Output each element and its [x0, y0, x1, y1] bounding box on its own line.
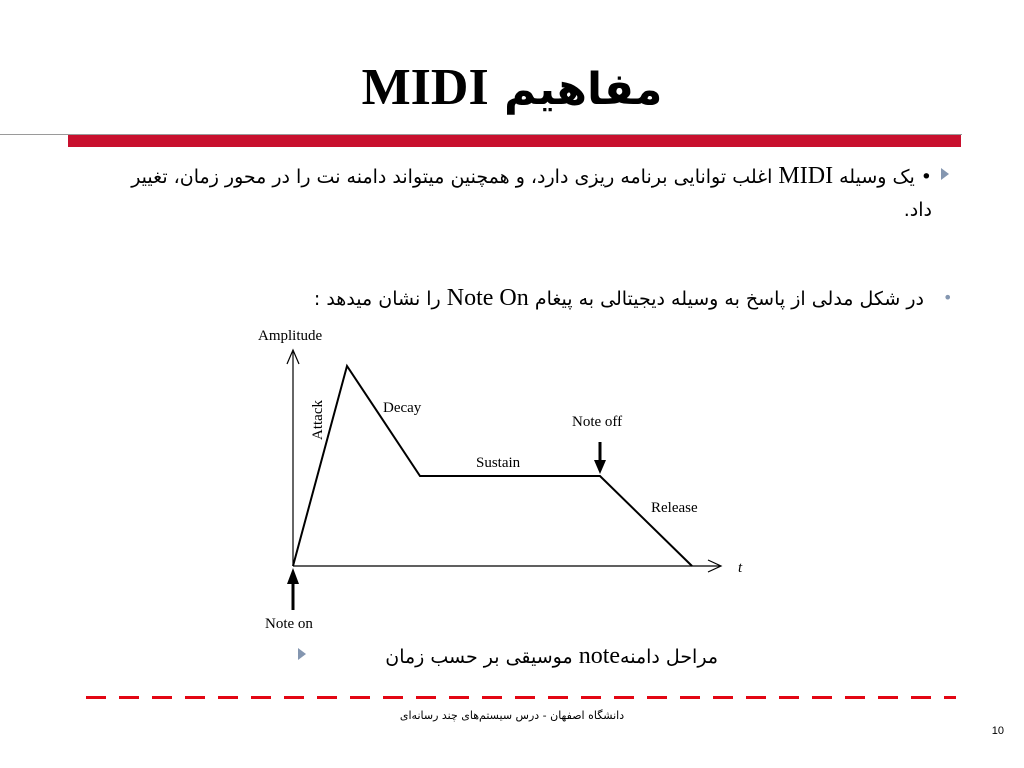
note-off-arrowhead-icon — [594, 460, 606, 474]
diagram-caption — [385, 640, 718, 674]
caption-rest: موسیقی بر حسب زمان — [385, 646, 573, 668]
caption-lead: مراحل دامنه — [620, 646, 718, 668]
bullet-2-lead: در شکل مدلی از پاسخ به وسیله دیجیتالی به پیغام — [534, 288, 924, 310]
page-number: 10 — [991, 725, 1004, 737]
bullet-1-rest: اغلب توانایی برنامه ریزی دارد، و همچنین میتواند دامنه نت را در محور زمان، تغییر داد. — [131, 166, 932, 221]
y-axis-label: Amplitude — [258, 328, 323, 344]
bullet-1-lead: • یک وسیله — [839, 166, 932, 188]
event-note-on-label: Note on — [265, 616, 313, 632]
bullet-2-rest: را نشان میدهد : — [313, 288, 441, 310]
stage-attack-label: Attack — [310, 400, 326, 440]
footer-dashed-divider — [86, 696, 956, 699]
stage-release-label: Release — [651, 500, 698, 516]
caption-latin: note — [578, 643, 621, 669]
stage-decay-label: Decay — [383, 400, 422, 416]
caption-arrow-icon — [298, 648, 306, 660]
slide-title-latin: MIDI — [361, 59, 489, 116]
note-on-arrowhead-icon — [287, 568, 299, 584]
x-axis-label: t — [738, 560, 743, 576]
bullet-dot-icon: • — [943, 288, 953, 307]
slide-title-text: مفاهیم — [504, 64, 663, 115]
bullet-1-latin: MIDI — [778, 163, 834, 189]
event-note-off-label: Note off — [572, 414, 623, 430]
bullet-2-latin: Note On — [446, 285, 529, 311]
stage-sustain-label: Sustain — [476, 455, 521, 471]
footer-text: دانشگاه اصفهان - درس سیستم‌های چند رسانه‌ای — [399, 709, 625, 722]
